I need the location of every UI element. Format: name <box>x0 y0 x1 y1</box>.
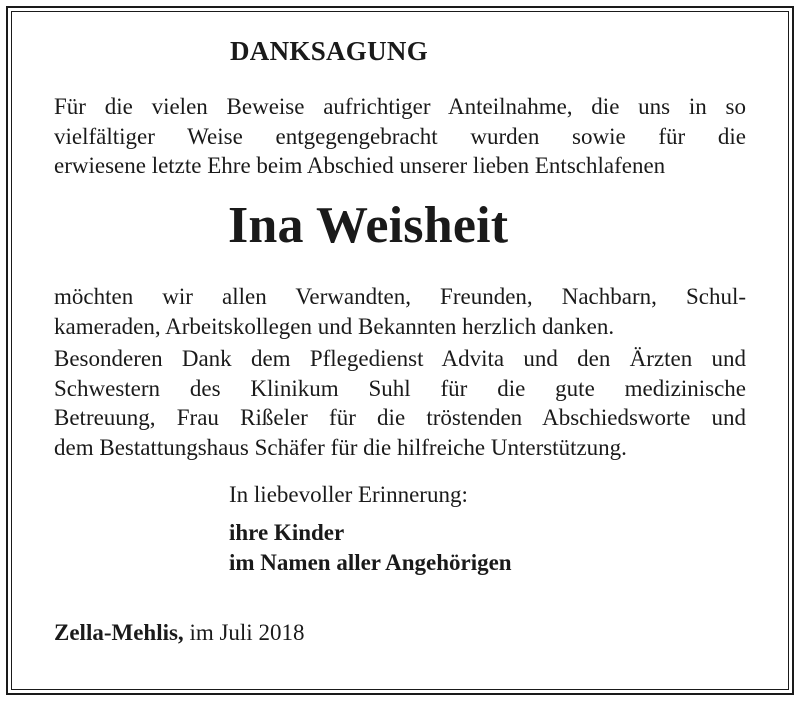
thanks-paragraph <box>54 282 746 341</box>
closing-phrase: In liebevoller Erinnerung: <box>229 482 468 507</box>
special-thanks-line: dem Bestattungshaus Schäfer für die hilfreiche Unterstützung. <box>54 434 627 460</box>
signature-line: im Namen aller Angehörigen <box>229 549 512 575</box>
special-thanks-paragraph <box>54 344 746 462</box>
signature-line: ihre Kinder <box>229 520 345 545</box>
notice-heading: DANKSAGUNG <box>230 36 429 66</box>
signature-block <box>229 518 512 577</box>
deceased-name: Ina Weisheit <box>228 197 509 254</box>
place-and-date <box>54 618 304 647</box>
intro-paragraph <box>54 92 746 181</box>
thanks-line: möchten wir allen Verwandten, Freunden, Nachbarn, Schul- <box>54 284 746 309</box>
intro-line: erwiesene letzte Ehre beim Abschied unserer lieben Entschlafenen <box>54 153 666 178</box>
special-thanks-line: Schwestern des Klinikum Suhl für die gute medizinische <box>54 375 746 401</box>
date-text: im Juli 2018 <box>189 620 305 645</box>
intro-line: Für die vielen Beweise aufrichtiger Anteilnahme, die uns in so <box>54 94 746 119</box>
thanks-line: kameraden, Arbeitskollegen und Bekannten herzlich danken. <box>54 313 615 339</box>
special-thanks-line: Besonderen Dank dem Pflegedienst Advita und den Ärzten und <box>54 346 746 371</box>
intro-line: vielfältiger Weise entgegengebracht wurden sowie für die <box>54 123 746 149</box>
place-name: Zella-Mehlis, <box>54 620 184 645</box>
special-thanks-line: Betreuung, Frau Rißeler für die tröstenden Abschiedsworte und <box>54 405 746 430</box>
